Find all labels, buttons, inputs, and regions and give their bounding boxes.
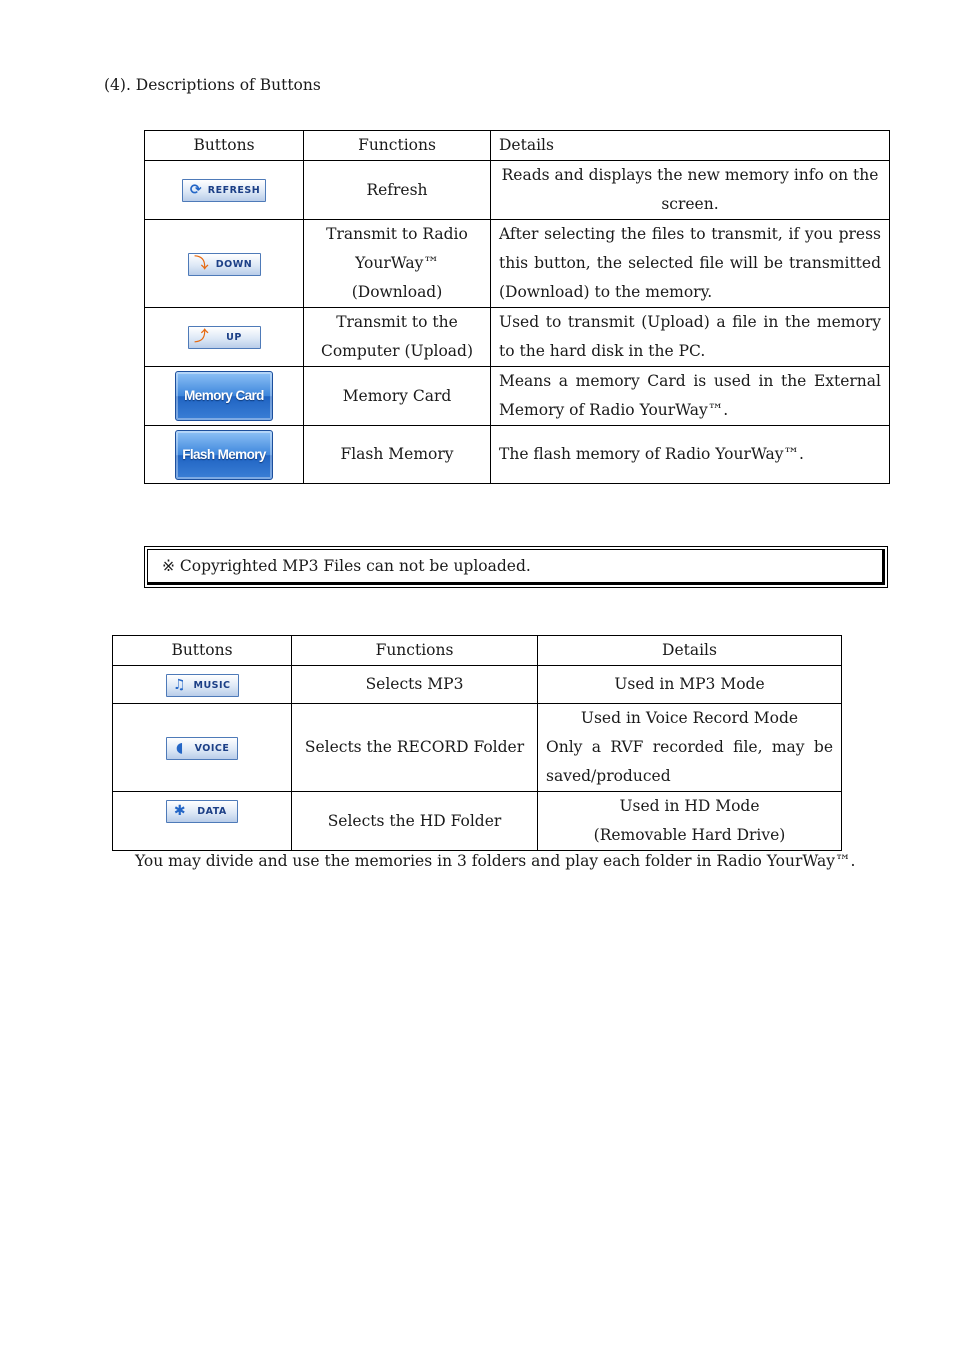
voice-button[interactable]: ◖ VOICE	[166, 737, 238, 760]
table-row	[145, 308, 890, 367]
down-arrow-icon: ⤵	[194, 255, 209, 272]
function-cell: Selects the HD Folder	[292, 792, 538, 851]
memory-card-button[interactable]: Memory Card	[175, 371, 273, 421]
table-row	[145, 426, 890, 484]
function-cell: Refresh	[304, 161, 491, 220]
asterisk-data-icon: ✱	[173, 802, 187, 819]
table-header-row	[145, 131, 890, 161]
buttons-table	[144, 130, 890, 484]
details-cell: Means a memory Card is used in the External Memory of Radio YourWay™.	[491, 367, 890, 426]
header-buttons: Buttons	[145, 131, 304, 161]
up-button[interactable]: ⤴ UP	[188, 326, 261, 349]
function-cell: Flash Memory	[304, 426, 491, 484]
function-cell: Memory Card	[304, 367, 491, 426]
voice-icon: ◖	[176, 739, 184, 756]
section-heading: (4). Descriptions of Buttons	[104, 76, 321, 94]
flash-memory-button[interactable]: Flash Memory	[175, 430, 273, 480]
function-cell: Transmit to Radio YourWay™ (Download)	[304, 220, 491, 308]
details-cell: Used in HD Mode (Removable Hard Drive)	[538, 792, 842, 851]
table-row	[113, 666, 842, 704]
table-row	[113, 704, 842, 792]
footer-note: You may divide and use the memories in 3 folders and play each folder in Radio YourWay™.	[135, 852, 856, 870]
header-functions: Functions	[304, 131, 491, 161]
details-cell: Reads and displays the new memory info on the screen.	[491, 161, 890, 220]
details-cell: Used to transmit (Upload) a file in the memory to the hard disk in the PC.	[491, 308, 890, 367]
folder-buttons-table	[112, 635, 842, 851]
details-cell: After selecting the files to transmit, if you press this button, the selected file will be transmitted (Download) to the memory.	[491, 220, 890, 308]
table-header-row	[113, 636, 842, 666]
function-cell: Transmit to the Computer (Upload)	[304, 308, 491, 367]
details-cell: Used in Voice Record Mode Only a RVF recorded file, may be saved/produced	[538, 704, 842, 792]
refresh-button[interactable]: ⟳ REFRESH	[182, 179, 266, 202]
table-row	[113, 792, 842, 851]
data-button[interactable]: ✱ DATA	[166, 800, 238, 823]
header-details: Details	[538, 636, 842, 666]
header-functions: Functions	[292, 636, 538, 666]
header-buttons: Buttons	[113, 636, 292, 666]
table-row	[145, 367, 890, 426]
copyright-note: ※ Copyrighted MP3 Files can not be uploaded.	[147, 549, 885, 585]
copyright-note-box	[144, 546, 888, 588]
music-button[interactable]: ♫ MUSIC	[166, 674, 239, 697]
refresh-icon: ⟳	[189, 182, 203, 198]
header-details: Details	[491, 131, 890, 161]
up-arrow-icon: ⤴	[194, 329, 209, 345]
function-cell: Selects the RECORD Folder	[292, 704, 538, 792]
details-cell: The flash memory of Radio YourWay™.	[491, 426, 890, 484]
table-row	[145, 161, 890, 220]
function-cell: Selects MP3	[292, 666, 538, 704]
details-cell: Used in MP3 Mode	[538, 666, 842, 704]
table-row	[145, 220, 890, 308]
music-note-icon: ♫	[172, 676, 187, 693]
down-button[interactable]: ⤵ DOWN	[188, 253, 261, 276]
